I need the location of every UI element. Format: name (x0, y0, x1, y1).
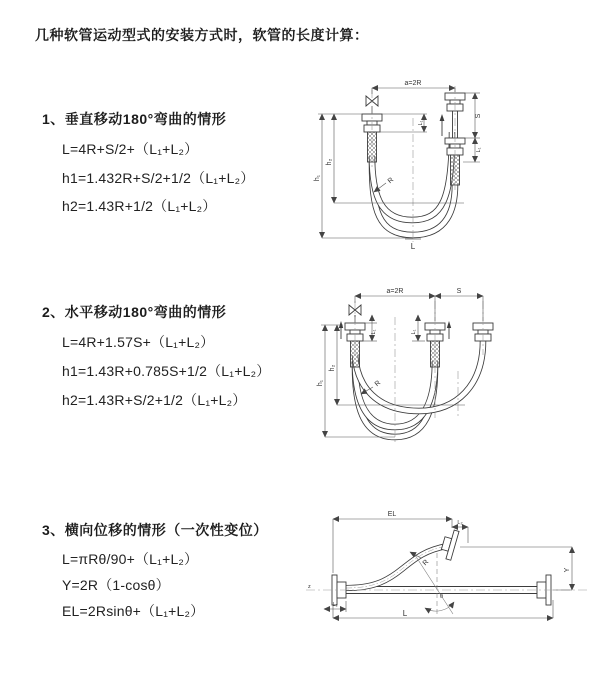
section-3-formula-EL: EL=2Rsinθ+（L₁+L₂） (62, 603, 205, 619)
dim-label-l1-mid: L₁ (411, 329, 417, 335)
section-2-formula-h2: h2=1.43R+S/2+1/2（L₁+L₂） (62, 392, 247, 408)
valve-icon (366, 96, 372, 106)
dim-label-s: S (456, 288, 462, 295)
section-2-formula-L: L=4R+1.57S+（L₁+L₂） (62, 334, 215, 350)
section-2-heading: 2、水平移动180°弯曲的情形 (42, 304, 227, 320)
dim-label-h2: h₂ (329, 364, 336, 372)
section-3-formula-L: L=πRθ/90+（L₁+L₂） (62, 551, 199, 567)
section-1-formula-L: L=4R+S/2+（L₁+L₂） (62, 141, 199, 157)
radius-label: R (386, 176, 396, 186)
dimension-lines (324, 519, 572, 618)
dimension-lines (321, 296, 483, 437)
dim-label-a2r: a=2R (404, 80, 422, 87)
hose-s-curve (346, 546, 447, 588)
dim-label-l1-left: L₁ (418, 120, 424, 126)
length-label: L (410, 242, 416, 251)
movement-arrow-up (440, 114, 445, 136)
radius-label: R (421, 558, 431, 568)
section-1-formula-h1: h1=1.432R+S/2+1/2（L₁+L₂） (62, 170, 255, 186)
dim-label-y: Y (564, 567, 571, 573)
section-3-formula-Y: Y=2R（1-cosθ） (62, 577, 170, 593)
dim-label-s: S (475, 113, 482, 119)
dim-label-el: EL (387, 511, 397, 518)
diagram-lateral-displacement (300, 505, 595, 650)
dim-label-l1-right: L₁ (476, 147, 482, 153)
hose-u-bends (355, 341, 483, 437)
hose-u-bend (372, 132, 455, 235)
section-1-heading: 1、垂直移动180°弯曲的情形 (42, 111, 227, 127)
dim-label-l2: L₂ (457, 520, 463, 526)
diagram-horizontal-bend (315, 283, 585, 463)
valve-icon (349, 305, 355, 315)
section-1-formula-h2: h2=1.43R+1/2（L₁+L₂） (62, 198, 217, 214)
dim-label-l: L (402, 609, 408, 618)
axis-label: z (308, 584, 311, 590)
dim-label-l1-left: L₁ (371, 329, 377, 335)
dim-label-h1: h₁ (314, 174, 321, 182)
page-title: 几种软管运动型式的安装方式时，软管的长度计算： (35, 27, 369, 43)
section-3-heading: 3、横向位移的情形（一次性变位） (42, 522, 268, 538)
dim-label-h1: h₁ (317, 379, 324, 387)
diagram-vertical-bend (312, 70, 497, 255)
radius-label: R (373, 379, 383, 389)
dim-label-l1: L₁ (332, 602, 338, 608)
dim-label-h2: h₂ (326, 158, 333, 166)
section-2-formula-h1: h1=1.43R+0.785S+1/2（L₁+L₂） (62, 363, 271, 379)
dim-label-a2r: a=2R (386, 288, 404, 295)
angle-label: θ (440, 594, 444, 600)
